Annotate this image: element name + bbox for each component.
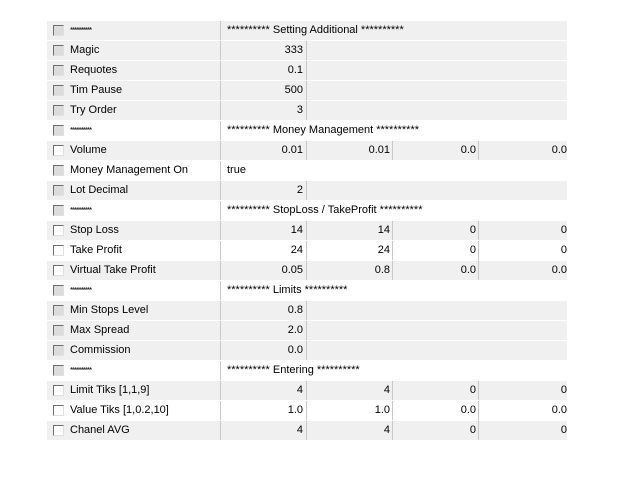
parameter-step[interactable]: 0 — [393, 381, 479, 400]
parameter-value[interactable]: 4 — [221, 381, 307, 400]
parameter-row[interactable] — [47, 341, 567, 361]
parameter-start[interactable]: 4 — [307, 421, 393, 440]
parameter-stop[interactable]: 0 — [560, 424, 567, 436]
parameter-name: Value Tiks [1,0.2,10] — [47, 401, 221, 420]
parameter-name: ********** — [47, 121, 221, 140]
parameter-value[interactable]: 3 — [221, 101, 307, 120]
parameter-value[interactable]: 14 — [221, 221, 307, 240]
parameter-value[interactable]: true — [227, 164, 246, 176]
parameter-start[interactable]: 24 — [307, 241, 393, 260]
parameter-name: Requotes — [47, 61, 221, 80]
parameter-row[interactable] — [47, 401, 567, 421]
parameter-name: Commission — [47, 341, 221, 360]
parameter-start[interactable]: 4 — [307, 381, 393, 400]
parameter-value[interactable]: 2.0 — [221, 321, 307, 340]
parameter-name: Lot Decimal — [47, 181, 221, 200]
parameter-name: Limit Tiks [1,1,9] — [47, 381, 221, 400]
parameter-name: ********** — [47, 21, 221, 40]
parameters-grid — [47, 21, 567, 441]
parameter-value[interactable]: 0.8 — [221, 301, 307, 320]
parameter-start[interactable]: 0.8 — [307, 261, 393, 280]
parameter-row[interactable] — [47, 281, 567, 301]
parameter-name: Take Profit — [47, 241, 221, 260]
parameter-start[interactable]: 1.0 — [307, 401, 393, 420]
parameter-step[interactable]: 0 — [393, 241, 479, 260]
parameter-name: Chanel AVG — [47, 421, 221, 440]
parameter-row[interactable] — [47, 421, 567, 441]
parameter-row[interactable] — [47, 321, 567, 341]
parameter-name: Stop Loss — [47, 221, 221, 240]
parameter-row[interactable] — [47, 221, 567, 241]
parameter-value[interactable]: 0.1 — [221, 61, 307, 80]
parameter-row[interactable] — [47, 261, 567, 281]
parameter-value[interactable]: 500 — [221, 81, 307, 100]
parameter-step[interactable]: 0 — [393, 421, 479, 440]
parameter-value[interactable]: ********** StopLoss / TakeProfit ********** — [227, 204, 423, 216]
parameter-row[interactable] — [47, 121, 567, 141]
parameter-stop[interactable]: 0.0 — [551, 264, 567, 276]
parameter-start[interactable]: 0.01 — [307, 141, 393, 160]
parameter-step[interactable]: 0.0 — [393, 401, 479, 420]
parameter-value[interactable]: 4 — [221, 421, 307, 440]
parameter-name: ********** — [47, 281, 221, 300]
parameter-name: Min Stops Level — [47, 301, 221, 320]
parameter-value[interactable]: ********** Entering ********** — [227, 364, 360, 376]
parameter-step[interactable]: 0.0 — [393, 261, 479, 280]
parameter-name: Try Order — [47, 101, 221, 120]
parameter-name: Virtual Take Profit — [47, 261, 221, 280]
parameter-name: Magic — [47, 41, 221, 60]
parameter-row[interactable] — [47, 201, 567, 221]
parameter-name: Tim Pause — [47, 81, 221, 100]
parameter-value[interactable]: 0.01 — [221, 141, 307, 160]
parameter-value[interactable]: 0.05 — [221, 261, 307, 280]
parameter-stop[interactable]: 0 — [560, 384, 567, 396]
parameter-stop[interactable]: 0.0 — [551, 144, 567, 156]
parameter-name: ********** — [47, 201, 221, 220]
parameter-row[interactable] — [47, 161, 567, 181]
parameter-value[interactable]: 1.0 — [221, 401, 307, 420]
parameter-stop[interactable]: 0 — [560, 244, 567, 256]
parameter-row[interactable] — [47, 181, 567, 201]
parameter-stop[interactable]: 0 — [560, 224, 567, 236]
parameter-value[interactable]: ********** Setting Additional ********** — [227, 24, 404, 36]
parameter-value[interactable]: 2 — [221, 181, 307, 200]
parameter-value[interactable]: 333 — [221, 41, 307, 60]
parameter-name: Money Management On — [47, 161, 221, 180]
parameter-name: ********** — [47, 361, 221, 380]
parameter-stop[interactable]: 0.0 — [551, 404, 567, 416]
parameter-row[interactable] — [47, 361, 567, 381]
parameter-start[interactable]: 14 — [307, 221, 393, 240]
parameter-row[interactable] — [47, 301, 567, 321]
parameter-row[interactable] — [47, 41, 567, 61]
parameter-value[interactable]: 24 — [221, 241, 307, 260]
parameter-name: Max Spread — [47, 321, 221, 340]
parameter-name: Volume — [47, 141, 221, 160]
parameter-value[interactable]: ********** Limits ********** — [227, 284, 348, 296]
parameter-value[interactable]: 0.0 — [221, 341, 307, 360]
parameter-row[interactable] — [47, 61, 567, 81]
parameter-row[interactable] — [47, 241, 567, 261]
parameter-row[interactable] — [47, 141, 567, 161]
parameter-row[interactable] — [47, 21, 567, 41]
parameter-row[interactable] — [47, 81, 567, 101]
parameter-value[interactable]: ********** Money Management ********** — [227, 124, 420, 136]
parameter-step[interactable]: 0 — [393, 221, 479, 240]
parameter-row[interactable] — [47, 101, 567, 121]
parameter-step[interactable]: 0.0 — [393, 141, 479, 160]
parameter-row[interactable] — [47, 381, 567, 401]
